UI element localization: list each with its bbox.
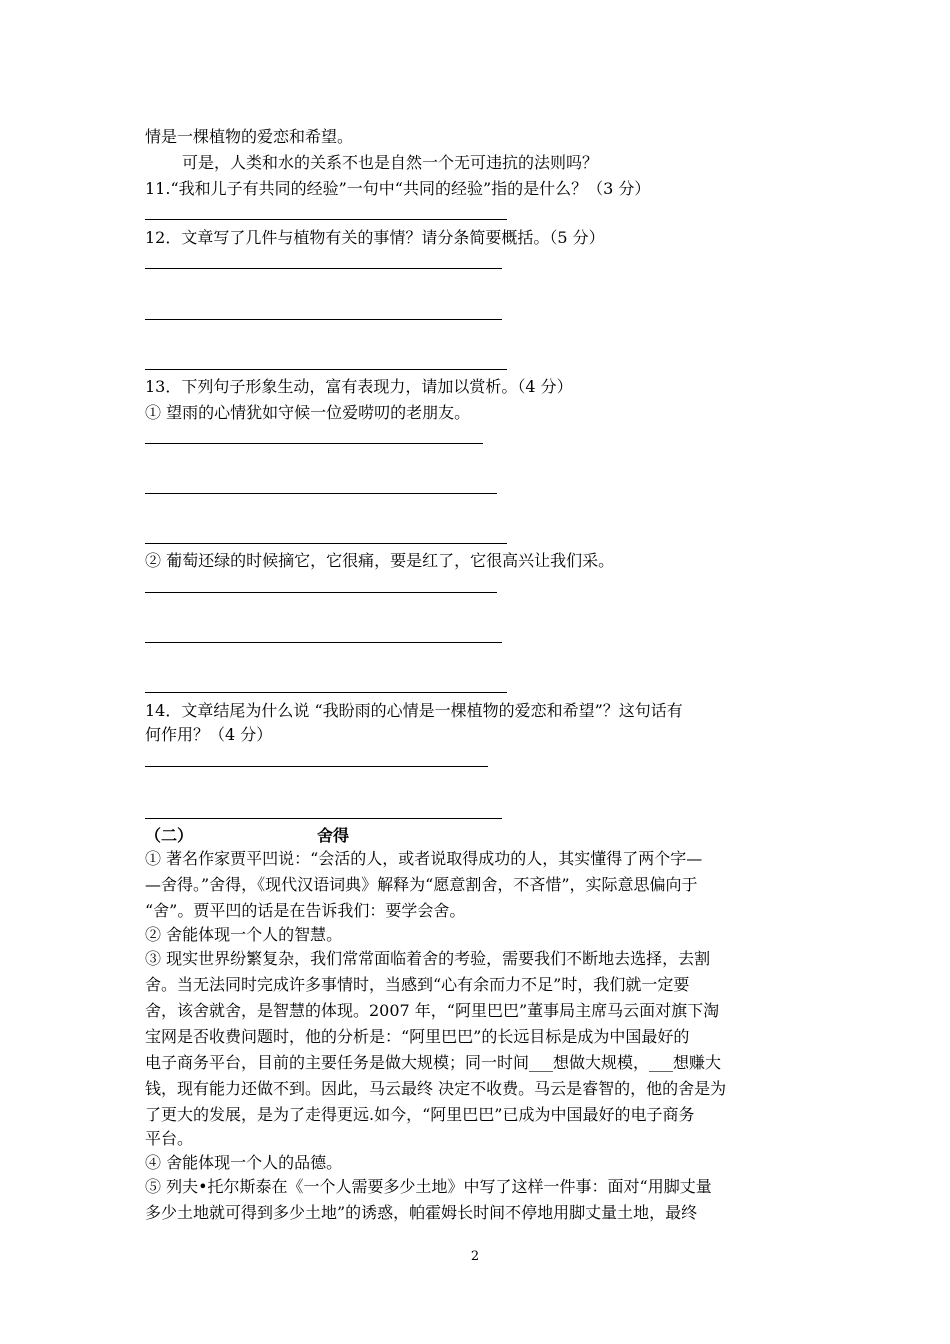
passage-line: 舍，该舍就舍，是智慧的体现。2007 年，“阿里巴巴”董事局主席马云面对旗下淘 xyxy=(145,1001,720,1020)
answer-line xyxy=(145,319,502,320)
page-number: 2 xyxy=(470,1249,480,1264)
answer-line xyxy=(145,692,507,693)
answer-line xyxy=(145,493,497,494)
question-13-sentence-2: ② 葡萄还绿的时候摘它，它很痛，要是红了，它很高兴让我们采。 xyxy=(145,551,615,570)
section-heading xyxy=(145,824,350,848)
passage-line: ① 著名作家贾平凹说：“会活的人，或者说取得成功的人，其实懂得了两个字— xyxy=(145,849,703,868)
passage-line: ③ 现实世界纷繁复杂，我们常常面临着舍的考验，需要我们不断地去选择，去割 xyxy=(145,949,711,968)
question-14: 何作用？（4 分） xyxy=(145,725,273,744)
question-12: 12．文章写了几件与植物有关的事情？请分条简要概括。（5 分） xyxy=(145,228,605,247)
answer-line xyxy=(145,219,507,220)
passage-line: 电子商务平台，目前的主要任务是做大规模；同一时间___想做大规模，___想赚大 xyxy=(145,1053,722,1072)
passage-line: —舍得。”舍得，《现代汉语词典》解释为“愿意割舍，不吝惜”，实际意思偏向于 xyxy=(145,875,698,894)
passage-line: 了更大的发展，是为了走得更远.如今，“阿里巴巴”已成为中国最好的电子商务 xyxy=(145,1105,695,1124)
answer-line xyxy=(145,642,502,643)
answer-line xyxy=(145,543,507,544)
answer-line xyxy=(145,443,483,444)
passage-line: 宝网是否收费问题时，他的分析是：“阿里巴巴”的长远目标是成为中国最好的 xyxy=(145,1027,690,1046)
passage-line: ⑤ 列夫•托尔斯泰在《一个人需要多少土地》中写了这样一件事：面对“用脚丈量 xyxy=(145,1177,712,1196)
passage-line: ② 舍能体现一个人的智慧。 xyxy=(145,925,343,944)
answer-line xyxy=(145,592,497,593)
question-11: 11.“我和儿子有共同的经验”一句中“共同的经验”指的是什么？（3 分） xyxy=(145,179,651,198)
passage-line: 平台。 xyxy=(145,1129,194,1148)
section-title: 舍得 xyxy=(317,826,350,845)
answer-line xyxy=(145,369,507,370)
passage-line: 舍。当无法同时完成许多事情时，当感到“心有余而力不足”时，我们就一定要 xyxy=(145,975,690,994)
answer-line xyxy=(145,268,502,269)
answer-line xyxy=(145,766,488,767)
passage-line: “舍”。贾平凹的话是在告诉我们：要学会舍。 xyxy=(145,901,466,920)
passage-line: 多少土地就可得到多少土地”的诱惑，帕霍姆长时间不停地用脚丈量土地，最终 xyxy=(145,1203,698,1222)
text-line: 可是，人类和水的关系不也是自然一个无可违抗的法则吗？ xyxy=(182,153,599,172)
passage-line: ④ 舍能体现一个人的品德。 xyxy=(145,1153,343,1172)
passage-line: 钱，现有能力还做不到。因此，马云最终 决定不收费。马云是睿智的，他的舍是为 xyxy=(145,1079,727,1098)
question-13-sentence-1: ① 望雨的心情犹如守候一位爱唠叨的老朋友。 xyxy=(145,403,471,422)
question-14: 14．文章结尾为什么说 “我盼雨的心情是一棵植物的爱恋和希望”？这句话有 xyxy=(145,701,683,720)
answer-line xyxy=(145,818,502,819)
text-line: 情是一棵植物的爱恋和希望。 xyxy=(145,127,354,146)
question-13: 13．下列句子形象生动，富有表现力，请加以赏析。（4 分） xyxy=(145,377,573,396)
section-label: （二） xyxy=(145,826,194,845)
